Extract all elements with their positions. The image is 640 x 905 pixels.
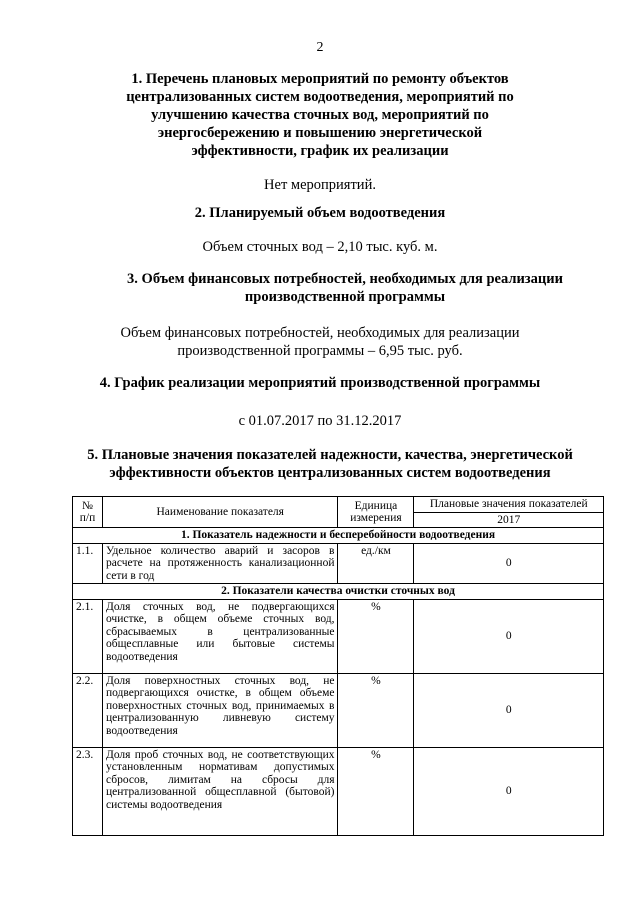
row-number: 2.3. xyxy=(73,747,103,835)
table-row xyxy=(73,599,604,673)
section-1-title: 1. Перечень плановых мероприятий по ремонту объектов централизованных систем водоотведения, мероприятий по улучшению качества сточных вод, мероприятий по энергосбережению и повышению энергетической эффективности, график их реализации xyxy=(126,71,514,159)
section-1-text: Нет мероприятий. xyxy=(264,177,376,193)
section-3-title: 3. Объем финансовых потребностей, необходимых для реализации производственной программы xyxy=(127,271,563,305)
unit-cell: % xyxy=(338,747,414,835)
indicator-name: Доля сточных вод, не подвергающихся очистке, в общем объеме сточных вод, сбрасываемых в централизованные общесплавные или бытовые системы водоотведения xyxy=(102,599,338,673)
indicator-name: Доля поверхностных сточных вод, не подвергающихся очистке, в общем объеме поверхностных сточных вод, принимаемых в централизованную ливневую систему водоотведения xyxy=(102,673,338,747)
page-number: 2 xyxy=(316,40,324,55)
header-num: № п/п xyxy=(73,497,103,528)
section-1 xyxy=(0,70,640,194)
table-row xyxy=(73,543,604,584)
section-5-title: 5. Плановые значения показателей надежности, качества, энергетической эффективности объектов централизованных систем водоотведения xyxy=(87,447,573,481)
section-4-text: с 01.07.2017 по 31.12.2017 xyxy=(238,413,402,429)
header-name: Наименование показателя xyxy=(102,497,338,528)
section-4 xyxy=(0,374,640,430)
section-2 xyxy=(0,204,640,256)
plan-value: 0 xyxy=(414,599,604,673)
table-header-row xyxy=(73,497,604,513)
indicator-name: Доля проб сточных вод, не соответствующих установленным нормативам допустимых сбросов, лимитам на сбросы для централизованной общесплавной (бытовой) системы водоотведения xyxy=(102,747,338,835)
unit-cell: ед./км xyxy=(338,543,414,584)
section-5 xyxy=(0,446,640,482)
row-number: 1.1. xyxy=(73,543,103,584)
table-row xyxy=(73,673,604,747)
section-3 xyxy=(0,270,640,360)
header-plan: Плановые значения показателей xyxy=(414,497,604,513)
table-group-row xyxy=(73,528,604,544)
table-group-row xyxy=(73,584,604,600)
section-4-title: 4. График реализации мероприятий производственной программы xyxy=(99,375,541,391)
section-2-title: 2. Планируемый объем водоотведения xyxy=(194,205,446,221)
group-title: 2. Показатели качества очистки сточных вод xyxy=(73,584,604,600)
indicator-name: Удельное количество аварий и засоров в расчете на протяженность канализационной сети в год xyxy=(102,543,338,584)
plan-value: 0 xyxy=(414,543,604,584)
group-title: 1. Показатель надежности и бесперебойности водоотведения xyxy=(73,528,604,544)
header-year: 2017 xyxy=(414,512,604,528)
unit-cell: % xyxy=(338,673,414,747)
table-row xyxy=(73,747,604,835)
plan-value: 0 xyxy=(414,747,604,835)
unit-cell: % xyxy=(338,599,414,673)
row-number: 2.2. xyxy=(73,673,103,747)
indicators-table xyxy=(72,496,604,836)
section-3-text: Объем финансовых потребностей, необходимых для реализации производственной программы – 6,95 тыс. руб. xyxy=(120,325,520,359)
plan-value: 0 xyxy=(414,673,604,747)
section-2-text: Объем сточных вод – 2,10 тыс. куб. м. xyxy=(202,239,438,255)
row-number: 2.1. xyxy=(73,599,103,673)
header-unit: Единица измерения xyxy=(338,497,414,528)
